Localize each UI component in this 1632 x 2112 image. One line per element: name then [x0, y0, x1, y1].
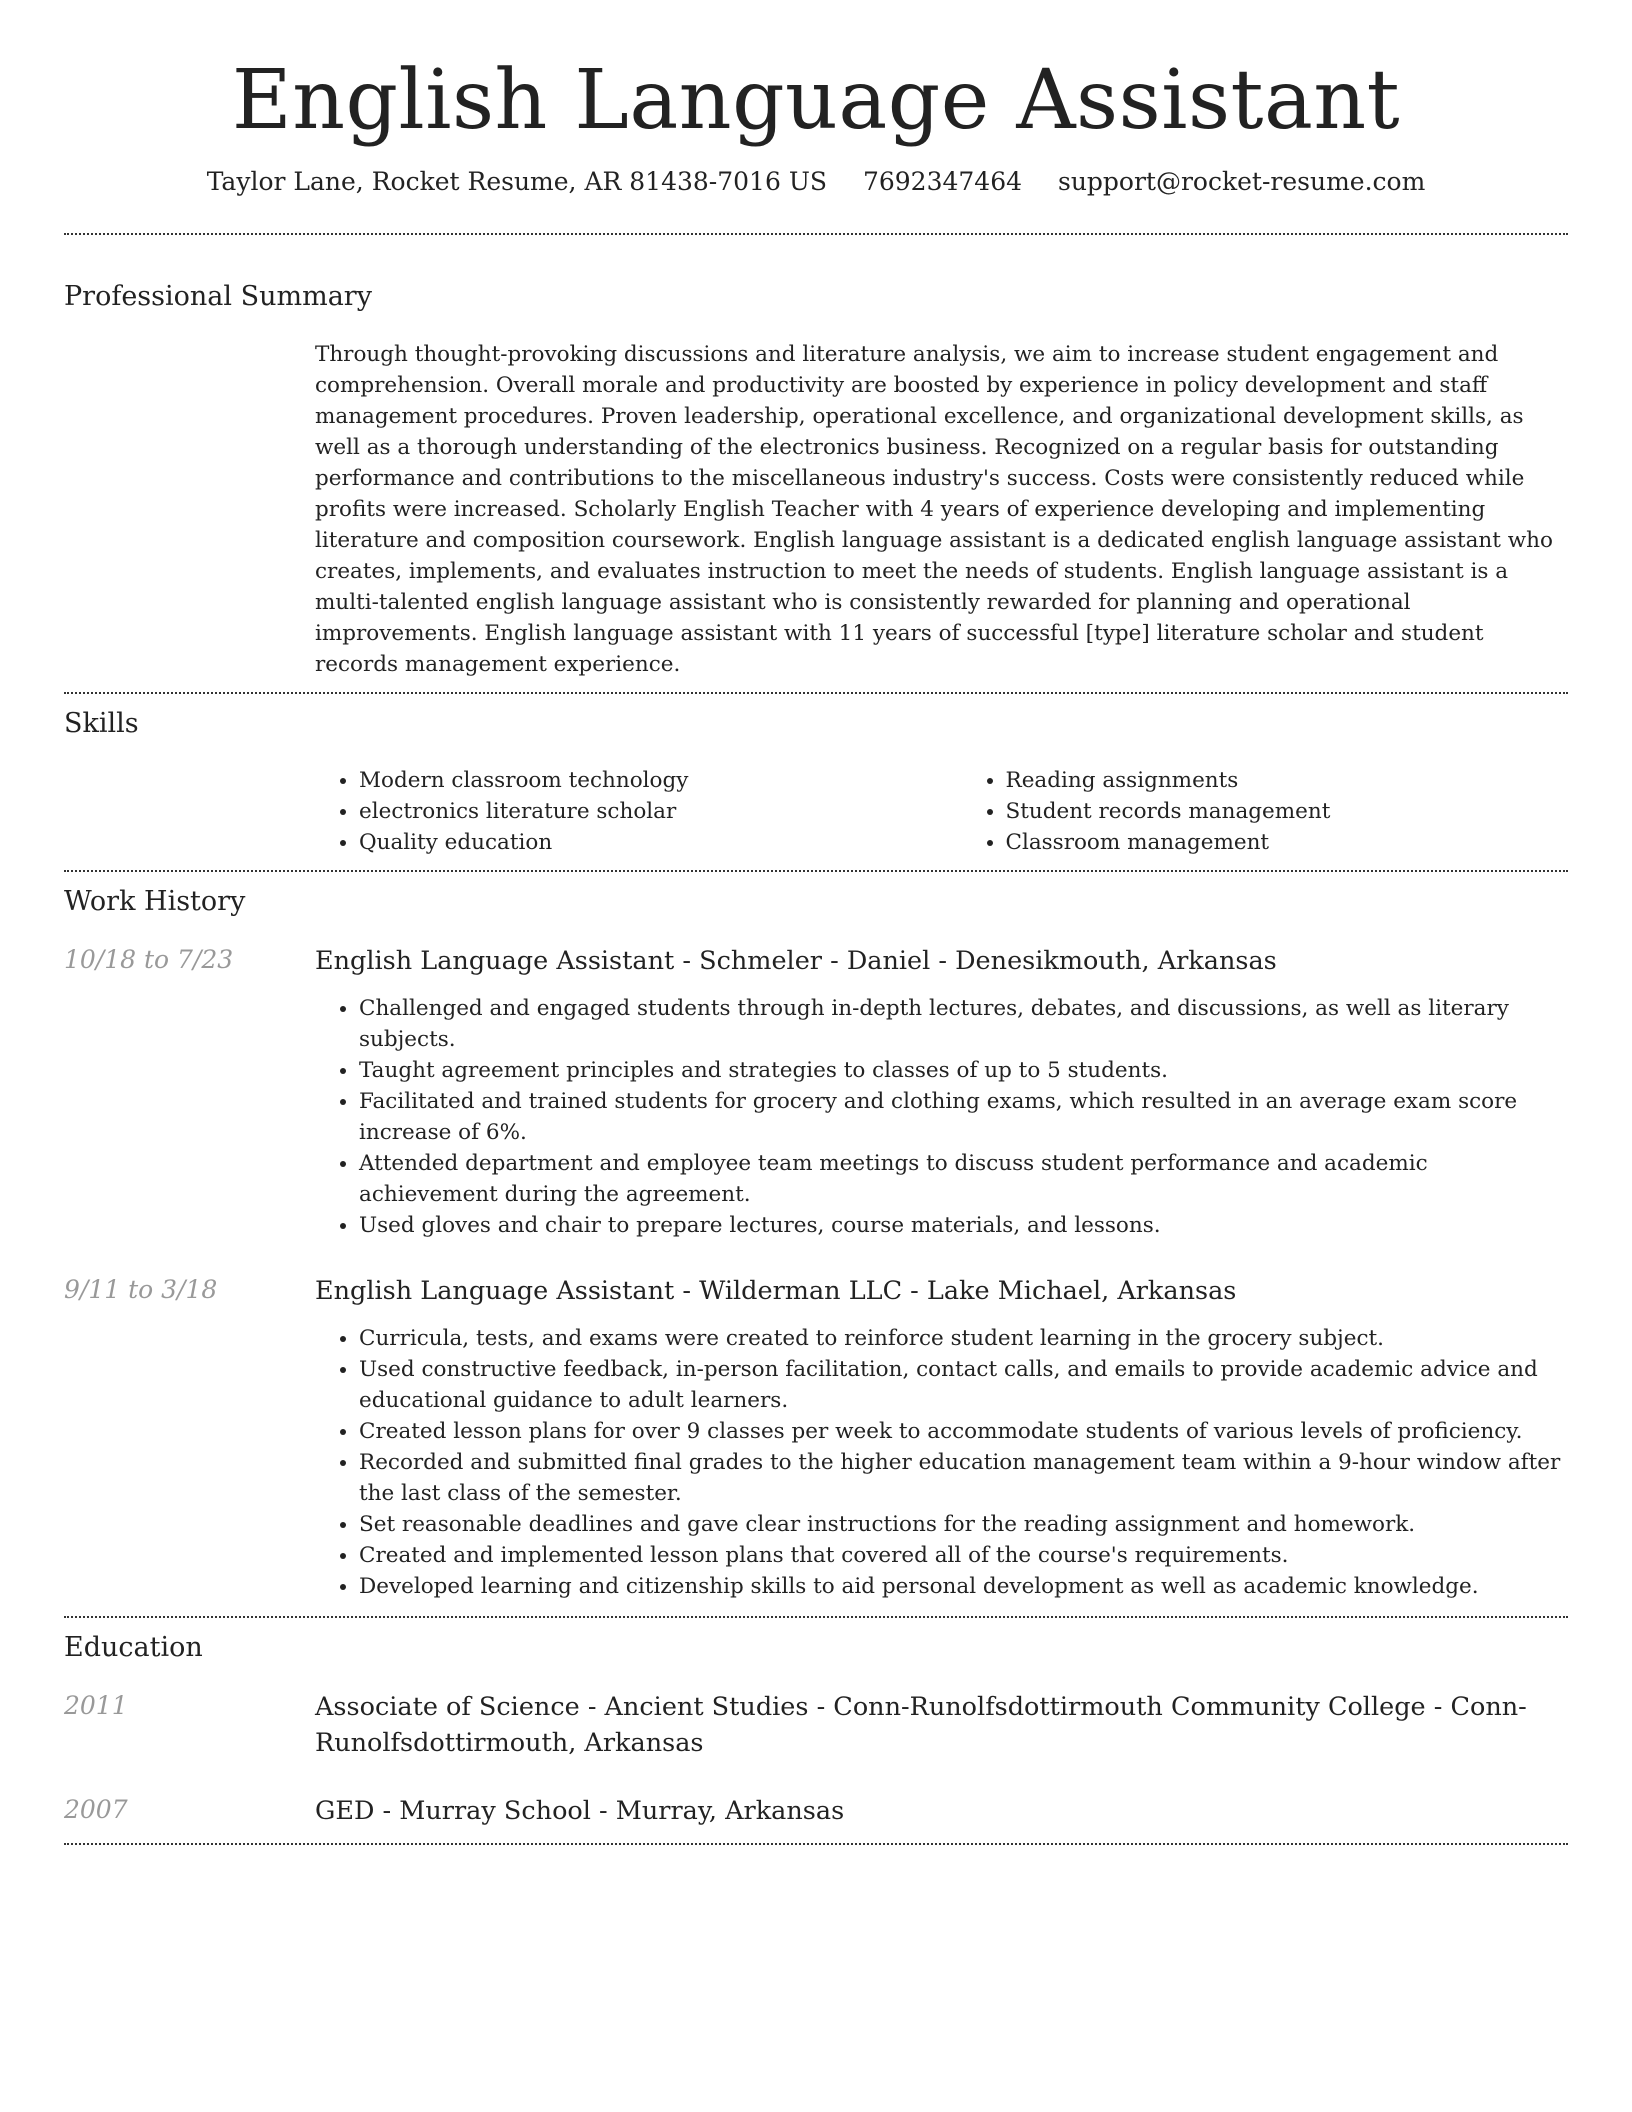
skills-grid [315, 765, 1568, 858]
job-bullet: • Used gloves and chair to prepare lectures, course materials, and lessons. [359, 1210, 1568, 1241]
skills-list-left [315, 765, 922, 858]
job-entry [64, 943, 1568, 1241]
skills-list-right [962, 765, 1569, 858]
job-bullets [315, 1323, 1568, 1602]
job-bullet: • Created and implemented lesson plans that covered all of the course's requirements. [359, 1540, 1568, 1571]
professional-summary-section [64, 235, 1568, 680]
contact-phone: 7692347464 [862, 167, 1023, 197]
job-bullet: • Facilitated and trained students for grocery and clothing exams, which resulted in an average exam score increase of 6%. [359, 1086, 1568, 1148]
education-year: 2007 [64, 1795, 128, 1825]
education-details: - Murray School - Murray, Arkansas [374, 1796, 845, 1827]
education-heading [315, 1689, 1568, 1761]
education-year: 2011 [64, 1691, 128, 1721]
contact-address: Taylor Lane, Rocket Resume, AR 81438-7016 US [206, 167, 828, 197]
job-heading [315, 1273, 1568, 1309]
section-title-summary: Professional Summary [64, 280, 372, 312]
education-degree: Associate of Science - Ancient Studies [315, 1692, 809, 1723]
summary-text: Through thought-provoking discussions and literature analysis, we aim to increase student engagement and comprehension. Overall morale and productivity are boosted by experience in policy development and staff management procedures. Proven leadership, operational excellence, and organizational development skills, as well as a thorough understanding of the electronics business. Recognized on a regular basis for outstanding performance and contributions to the miscellaneous industry's success. Costs were consistently reduced while profits were increased. Scholarly English Teacher with 4 years of experience developing and implementing literature and composition coursework. English language assistant is a dedicated english language assistant who creates, implements, and evaluates instruction to meet the needs of students. English language assistant is a multi-talented english language assistant who is consistently rewarded for planning and operational improvements. English language assistant with 11 years of successful [type] literature scholar and student records management experience. [315, 341, 1553, 677]
education-degree: GED [315, 1796, 375, 1827]
job-bullet: • Taught agreement principles and strategies to classes of up to 5 students. [359, 1055, 1568, 1086]
education-entry [64, 1689, 1568, 1761]
candidate-name: English Language Assistant [231, 53, 1401, 148]
job-details: - Schmeler - Daniel - Denesikmouth, Arkansas [674, 946, 1277, 977]
skill-item: • Student records management [1006, 796, 1569, 827]
job-bullet: • Created lesson plans for over 9 classes per week to accommodate students of various levels of proficiency. [359, 1416, 1568, 1447]
job-bullet: • Curricula, tests, and exams were created to reinforce student learning in the grocery subject. [359, 1323, 1568, 1354]
job-dates: 9/11 to 3/18 [64, 1275, 218, 1305]
job-bullet: • Developed learning and citizenship skills to aid personal development as well as academic knowledge. [359, 1571, 1568, 1602]
education-heading [315, 1793, 1568, 1829]
job-entry [64, 1273, 1568, 1602]
job-bullet: • Set reasonable deadlines and gave clear instructions for the reading assignment and homework. [359, 1509, 1568, 1540]
section-divider [64, 1843, 1568, 1845]
education-entry [64, 1793, 1568, 1829]
skill-item: • Quality education [359, 827, 922, 858]
job-bullets [315, 993, 1568, 1241]
section-title-education: Education [64, 1632, 203, 1664]
skills-section [64, 694, 1568, 858]
contact-line [64, 166, 1568, 199]
contact-email: support@rocket-resume.com [1057, 167, 1426, 197]
education-details: - Conn-Runolfsdottirmouth Community College - Conn-Runolfsdottirmouth, Arkansas [315, 1692, 1527, 1759]
job-bullet: • Recorded and submitted final grades to the higher education management team within a 9-hour window after the last class of the semester. [359, 1447, 1568, 1509]
section-title-work: Work History [64, 886, 246, 918]
job-heading [315, 943, 1568, 979]
job-role: English Language Assistant [315, 1276, 675, 1307]
job-role: English Language Assistant [315, 946, 675, 977]
section-title-skills: Skills [64, 707, 139, 739]
skill-item: • electronics literature scholar [359, 796, 922, 827]
skill-item: • Classroom management [1006, 827, 1569, 858]
job-bullet: • Used constructive feedback, in-person facilitation, contact calls, and emails to provide academic advice and educational guidance to adult learners. [359, 1354, 1568, 1416]
job-bullet: • Challenged and engaged students through in-depth lectures, debates, and discussions, as well as literary subjects. [359, 993, 1568, 1055]
skill-item: • Reading assignments [1006, 765, 1569, 796]
job-details: - Wilderman LLC - Lake Michael, Arkansas [674, 1276, 1237, 1307]
education-section [64, 1618, 1568, 1829]
job-dates: 10/18 to 7/23 [64, 945, 234, 975]
work-history-section [64, 872, 1568, 1602]
skill-item: • Modern classroom technology [359, 765, 922, 796]
job-bullet: • Attended department and employee team meetings to discuss student performance and academic achievement during the agreement. [359, 1148, 1568, 1210]
